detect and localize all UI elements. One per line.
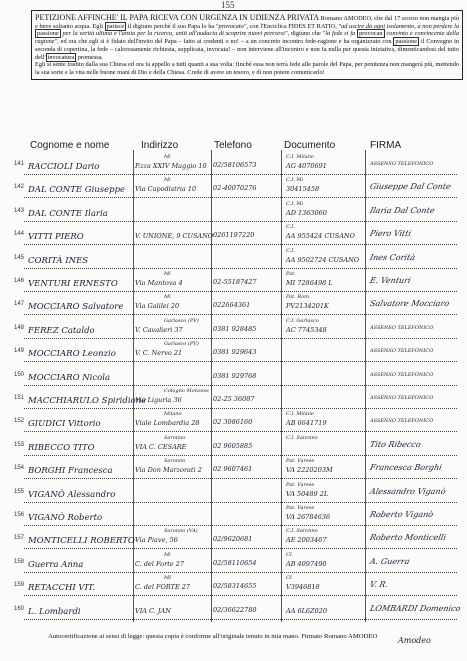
signature: Salvatore Mocciaro xyxy=(369,299,451,309)
row-divider xyxy=(24,197,457,198)
signature: Piero Vitti xyxy=(369,229,413,239)
signer-name: BORGHI Francesca xyxy=(28,466,113,477)
signature: Ilaria Dal Conte xyxy=(369,205,436,215)
row-divider xyxy=(24,244,457,245)
row-number: 143 xyxy=(14,207,25,214)
signer-address: Via Don Marzorati 2 xyxy=(135,466,202,475)
table-row xyxy=(14,153,461,175)
signer-address: P.zza XXIV Maggio 10 xyxy=(135,162,207,170)
signer-name: MOCCIARO Leonzio xyxy=(28,349,116,360)
signer-city: Mi xyxy=(164,154,171,160)
italic-quote: convinto e convincente della ragione" xyxy=(35,30,460,46)
boxed-word: provocan xyxy=(359,30,383,38)
row-number: 142 xyxy=(14,184,25,191)
boxed-word: invocatura xyxy=(47,53,75,61)
row-number: 157 xyxy=(14,535,25,542)
table-row xyxy=(14,317,461,339)
signer-phone: 0261197220 xyxy=(213,231,255,240)
document-number: AA 9502724 CUSANO xyxy=(286,255,360,264)
header-text: , con l'Enciclica FIDES ET RATIO, xyxy=(246,22,337,30)
document-number: AB 4097490 xyxy=(286,559,327,568)
table-row xyxy=(14,504,461,526)
signer-address: C. del Forte 27 xyxy=(135,559,184,568)
boxed-word: patisce xyxy=(106,22,125,30)
document-number: V3946818 xyxy=(286,583,320,592)
signature: ASSENSO TELEFONICO xyxy=(370,348,434,355)
signer-city: Milano xyxy=(164,411,182,418)
signer-phone: 0381 929768 xyxy=(213,371,257,380)
signer-city: Mi xyxy=(164,177,171,184)
table-row xyxy=(14,176,461,198)
signer-address: Via Capodistria 10 xyxy=(135,185,197,194)
row-number: 151 xyxy=(14,395,25,401)
signer-address: Via Galilei 20 xyxy=(135,302,180,311)
signature: Roberto Monticelli xyxy=(369,533,447,543)
table-row xyxy=(14,364,461,386)
signature: Alessandro Viganò xyxy=(369,486,447,496)
signer-city: Mi xyxy=(164,294,171,301)
document-type: Pat. Varese xyxy=(286,505,315,511)
document-number: VA 2220203M xyxy=(286,466,333,475)
signer-name: DAL CONTE Ilaria xyxy=(28,208,108,219)
signer-phone: 022664361 xyxy=(213,301,251,310)
signature: Ines Corità xyxy=(369,252,416,262)
signer-address: Viale Lombardia 28 xyxy=(135,419,200,428)
signature: ASSENSO TELEFONICO xyxy=(370,324,434,331)
table-row xyxy=(14,481,461,503)
row-number: 159 xyxy=(14,582,25,589)
document-type: C.I. Saronno xyxy=(286,434,318,441)
signer-address: V. UNIONE, 9 CUSANO xyxy=(135,232,214,241)
row-number: 160 xyxy=(14,605,25,612)
signer-phone: 02-40070276 xyxy=(213,184,257,193)
signer-phone: 02/36622780 xyxy=(213,605,257,614)
signer-name: VENTURI ERNESTO xyxy=(28,279,118,289)
document-number: MI 7286498 L xyxy=(286,279,333,287)
table-row xyxy=(14,434,461,456)
table-row xyxy=(14,200,461,222)
signer-address: Via Piave, 56 xyxy=(135,536,178,545)
italic-quote: per la verità ultima e l'ansia per la ricerca, uniti all'audacia di scoprire nuovi percorsi" xyxy=(62,30,288,38)
signer-city: Mi xyxy=(164,551,171,558)
col-name-header: Cognome e nome xyxy=(30,140,110,151)
signer-city: MI xyxy=(164,575,172,582)
signer-city: Garlasco (PV) xyxy=(164,341,199,348)
header-text: , digiuno che xyxy=(287,30,321,38)
signer-phone: 02/9620681 xyxy=(213,535,253,544)
table-row xyxy=(14,387,461,409)
row-divider xyxy=(24,291,457,292)
signer-name: VIGANÒ Roberto xyxy=(28,513,103,523)
signer-name: RIBECCO TITO xyxy=(28,442,95,453)
row-number: 141 xyxy=(14,161,25,167)
document-number: AE 2003467 xyxy=(286,536,327,545)
document-number: 30415458 xyxy=(286,185,320,194)
signer-phone: 02 9605885 xyxy=(213,441,253,450)
row-divider xyxy=(24,548,457,549)
row-divider xyxy=(24,478,457,479)
document-number: VA 50489 2L xyxy=(286,489,329,498)
col-document-header: Documento xyxy=(284,140,336,151)
petition-title: PETIZIONE AFFINCHE' IL PAPA RICEVA CON URGENZA IN UDIENZA PRIVATA xyxy=(35,13,320,22)
document-type: C.I. Saronno xyxy=(286,528,318,535)
row-number: 152 xyxy=(14,418,25,425)
signer-name: MACCHIARULO Spiridione xyxy=(28,396,147,406)
signer-address: VIA C. JAN xyxy=(135,606,171,615)
row-number: 154 xyxy=(14,465,25,472)
header-text: promessa. xyxy=(77,53,104,61)
signer-address: V. C. Nervo 21 xyxy=(135,349,183,358)
signature: ASSENSO TELEFONICO xyxy=(370,371,434,378)
signer-address: V. Cavalieri 37 xyxy=(135,325,183,334)
document-type: C.I. Milano xyxy=(286,154,314,160)
document-number: AC 7745348 xyxy=(286,325,327,334)
document-type: C.I. xyxy=(286,247,295,254)
table-row xyxy=(14,223,461,245)
table-row xyxy=(14,527,461,549)
signer-address: Via Mantova 4 xyxy=(135,279,183,287)
document-type: C.I. Mi xyxy=(286,200,304,207)
signer-city: Garlasco (PV) xyxy=(164,317,199,324)
row-divider xyxy=(24,502,457,503)
signer-phone: 02/58110654 xyxy=(213,558,257,567)
table-row xyxy=(14,293,461,315)
table-row xyxy=(14,551,461,573)
document-type: Pat. Varese xyxy=(286,458,315,465)
header-text: che dal 17 scorso non mangia più e beve soltanto acqua. Egli xyxy=(35,15,460,30)
row-number: 156 xyxy=(14,512,25,518)
signer-name: CORITÀ INES xyxy=(28,255,89,266)
signer-name: DAL CONTE Giuseppe xyxy=(28,185,126,196)
document-number: VA 26784636 xyxy=(286,513,331,521)
row-divider xyxy=(24,619,457,620)
signer-name: VIGANÒ Alessandro xyxy=(28,489,116,500)
document-number: PV2134201K xyxy=(286,302,329,311)
italic-quote: "ad uscire da ogni isolamento, a non perdere la xyxy=(338,22,460,30)
row-divider xyxy=(24,338,457,339)
row-divider xyxy=(24,361,457,362)
signature: Francesca Borghi xyxy=(369,463,443,473)
table-row xyxy=(14,340,461,362)
table-row xyxy=(14,410,461,432)
page-number: 155 xyxy=(221,0,235,10)
signature: Giuseppe Dal Conte xyxy=(369,182,452,192)
signer-name: RACCIOLI Dario xyxy=(28,162,100,172)
document-type: C.I. Mi xyxy=(286,177,304,184)
signature: LOMBARDI Domenico xyxy=(369,603,462,613)
signature: ASSENSO TELEFONICO xyxy=(370,161,434,167)
document-type: Pat. Varese xyxy=(286,481,315,488)
signer-phone: 02/58106573 xyxy=(213,161,257,169)
row-divider xyxy=(24,268,457,269)
signer-phone: 02-55187427 xyxy=(213,278,257,286)
row-number: 146 xyxy=(14,278,25,284)
table-row xyxy=(14,574,461,596)
signer-city: Saronno xyxy=(164,458,186,465)
signer-phone: 02 9607461 xyxy=(213,465,253,474)
petition-header xyxy=(31,10,463,80)
row-divider xyxy=(24,174,457,175)
row-divider xyxy=(24,408,457,409)
table-row xyxy=(14,247,461,269)
signer-city: Cologno Monzese xyxy=(164,388,209,394)
signer-name: L. Lombardi xyxy=(28,606,81,617)
signer-name: VITTI PIERO xyxy=(28,232,84,243)
boxed-word: passione xyxy=(395,38,418,46)
document-number: AA 955424 CUSANO xyxy=(286,232,355,241)
col-phone-header: Telefono xyxy=(214,140,252,151)
signer-phone: 02 3086160 xyxy=(213,418,253,427)
document-number: AB 6641719 xyxy=(286,419,327,428)
table-row xyxy=(14,270,461,292)
document-type: C.I. Garlasco xyxy=(286,317,319,324)
signer-city: Saronno (VA) xyxy=(164,528,198,535)
row-divider xyxy=(24,385,457,386)
petition-appeal: Egli si sente tradito dalla sua Chiesa ed ora fa appello a tutti quanti a sua volta: finché essa non terrà fede alle parole del Papa, per penitenza non mangerà più, mettendo la sua sorte e la vita nelle buone mani di Dio e della Chiesa. Crede di avere un tesoro, e di non potere comunicarlo! xyxy=(35,61,459,76)
document-type: CI xyxy=(286,575,292,582)
document-type: Pat. xyxy=(286,271,296,277)
petition-author: Romano AMODEO, xyxy=(320,15,373,22)
signer-city: Saronno xyxy=(164,434,186,441)
document-number: AD 1363060 xyxy=(286,208,327,217)
col-address-header: Indirizzo xyxy=(141,140,179,151)
signer-phone: 02/58314655 xyxy=(213,582,257,591)
row-divider xyxy=(24,455,457,456)
row-number: 144 xyxy=(14,231,25,238)
row-number: 149 xyxy=(14,348,25,355)
row-divider xyxy=(24,221,457,222)
signer-name: MOCCIARO Nicola xyxy=(28,372,111,383)
signature: ASSENSO TELEFONICO xyxy=(370,418,434,425)
signer-name: RETACCHI VIT. xyxy=(28,583,96,594)
row-number: 145 xyxy=(14,254,25,261)
row-divider xyxy=(24,595,457,596)
signer-phone: 02-25 36087 xyxy=(213,395,255,403)
row-number: 148 xyxy=(14,324,25,331)
header-text: il digiuno perché il suo Papa lo ha xyxy=(127,22,215,30)
signer-city: Mi xyxy=(164,271,171,277)
table-row xyxy=(14,598,461,620)
row-divider xyxy=(24,525,457,526)
italic-word: "provocato" xyxy=(215,22,247,30)
signer-name: Guerra Anna xyxy=(28,559,84,570)
footer-signature: Amodeo xyxy=(398,636,431,645)
signer-name: MONTICELLI ROBERTO xyxy=(28,536,135,547)
signature: Tito Ribecco xyxy=(369,439,422,449)
table-row xyxy=(14,457,461,479)
document-type: C.I. xyxy=(286,224,295,231)
row-number: 153 xyxy=(14,441,25,448)
signature: E. Venturi xyxy=(369,276,412,285)
signer-address: C. del FORTE 27 xyxy=(135,583,191,592)
row-divider xyxy=(24,572,457,573)
signer-name: FEREZ Cataldo xyxy=(28,325,95,336)
row-divider xyxy=(24,431,457,432)
signer-address: VIA C. CESARE xyxy=(135,442,187,451)
signer-phone: 0381 929643 xyxy=(213,348,257,357)
footer-certification: Autocertificazione ai sensi di legge: questa copia è conforme all'originale tenuto in mia mano. Firmato Romano AMODEO xyxy=(48,633,378,640)
col-signature-header: FIRMA xyxy=(370,140,402,151)
signature: A. Guerra xyxy=(369,556,411,566)
document-type: C.I. Milano xyxy=(286,411,314,418)
signature: ASSENSO TELEFONICO xyxy=(370,395,434,401)
header-text: , ed ora che egli si è fidato dell'invito del Papa – fatto ai credenti o no! – a un concreto incontro fede-ragione e ha organizzato con xyxy=(57,38,392,46)
signer-address: Via Liguria 36 xyxy=(135,396,182,404)
signature: V. R. xyxy=(369,580,389,590)
document-type: CI xyxy=(286,551,292,558)
document-number: AA 6L6Z020 xyxy=(286,606,327,615)
boxed-word: passione xyxy=(37,30,59,38)
document-type: Pat. Rom. xyxy=(286,294,311,301)
signer-name: MOCCIARO Salvatore xyxy=(28,302,124,313)
row-divider xyxy=(24,314,457,315)
signer-phone: 0381 928485 xyxy=(213,324,257,333)
row-number: 147 xyxy=(14,301,25,308)
header-text: il Convegno in seconda di copertina, la fede – calorosamente richiesta, supplicata, invocata! – non interviene all'incontro e non fa nulla per questa iniziativa, dimenticandosi del tutto dell' xyxy=(35,38,460,61)
italic-quote: "la fede si fa xyxy=(322,30,356,38)
row-number: 150 xyxy=(14,371,25,378)
row-number: 155 xyxy=(14,488,25,495)
document-number: AG 4070691 xyxy=(286,162,327,170)
row-number: 158 xyxy=(14,558,25,565)
signer-name: GIUDICI Vittorio xyxy=(28,419,101,430)
signature: Roberto Viganò xyxy=(369,510,435,519)
